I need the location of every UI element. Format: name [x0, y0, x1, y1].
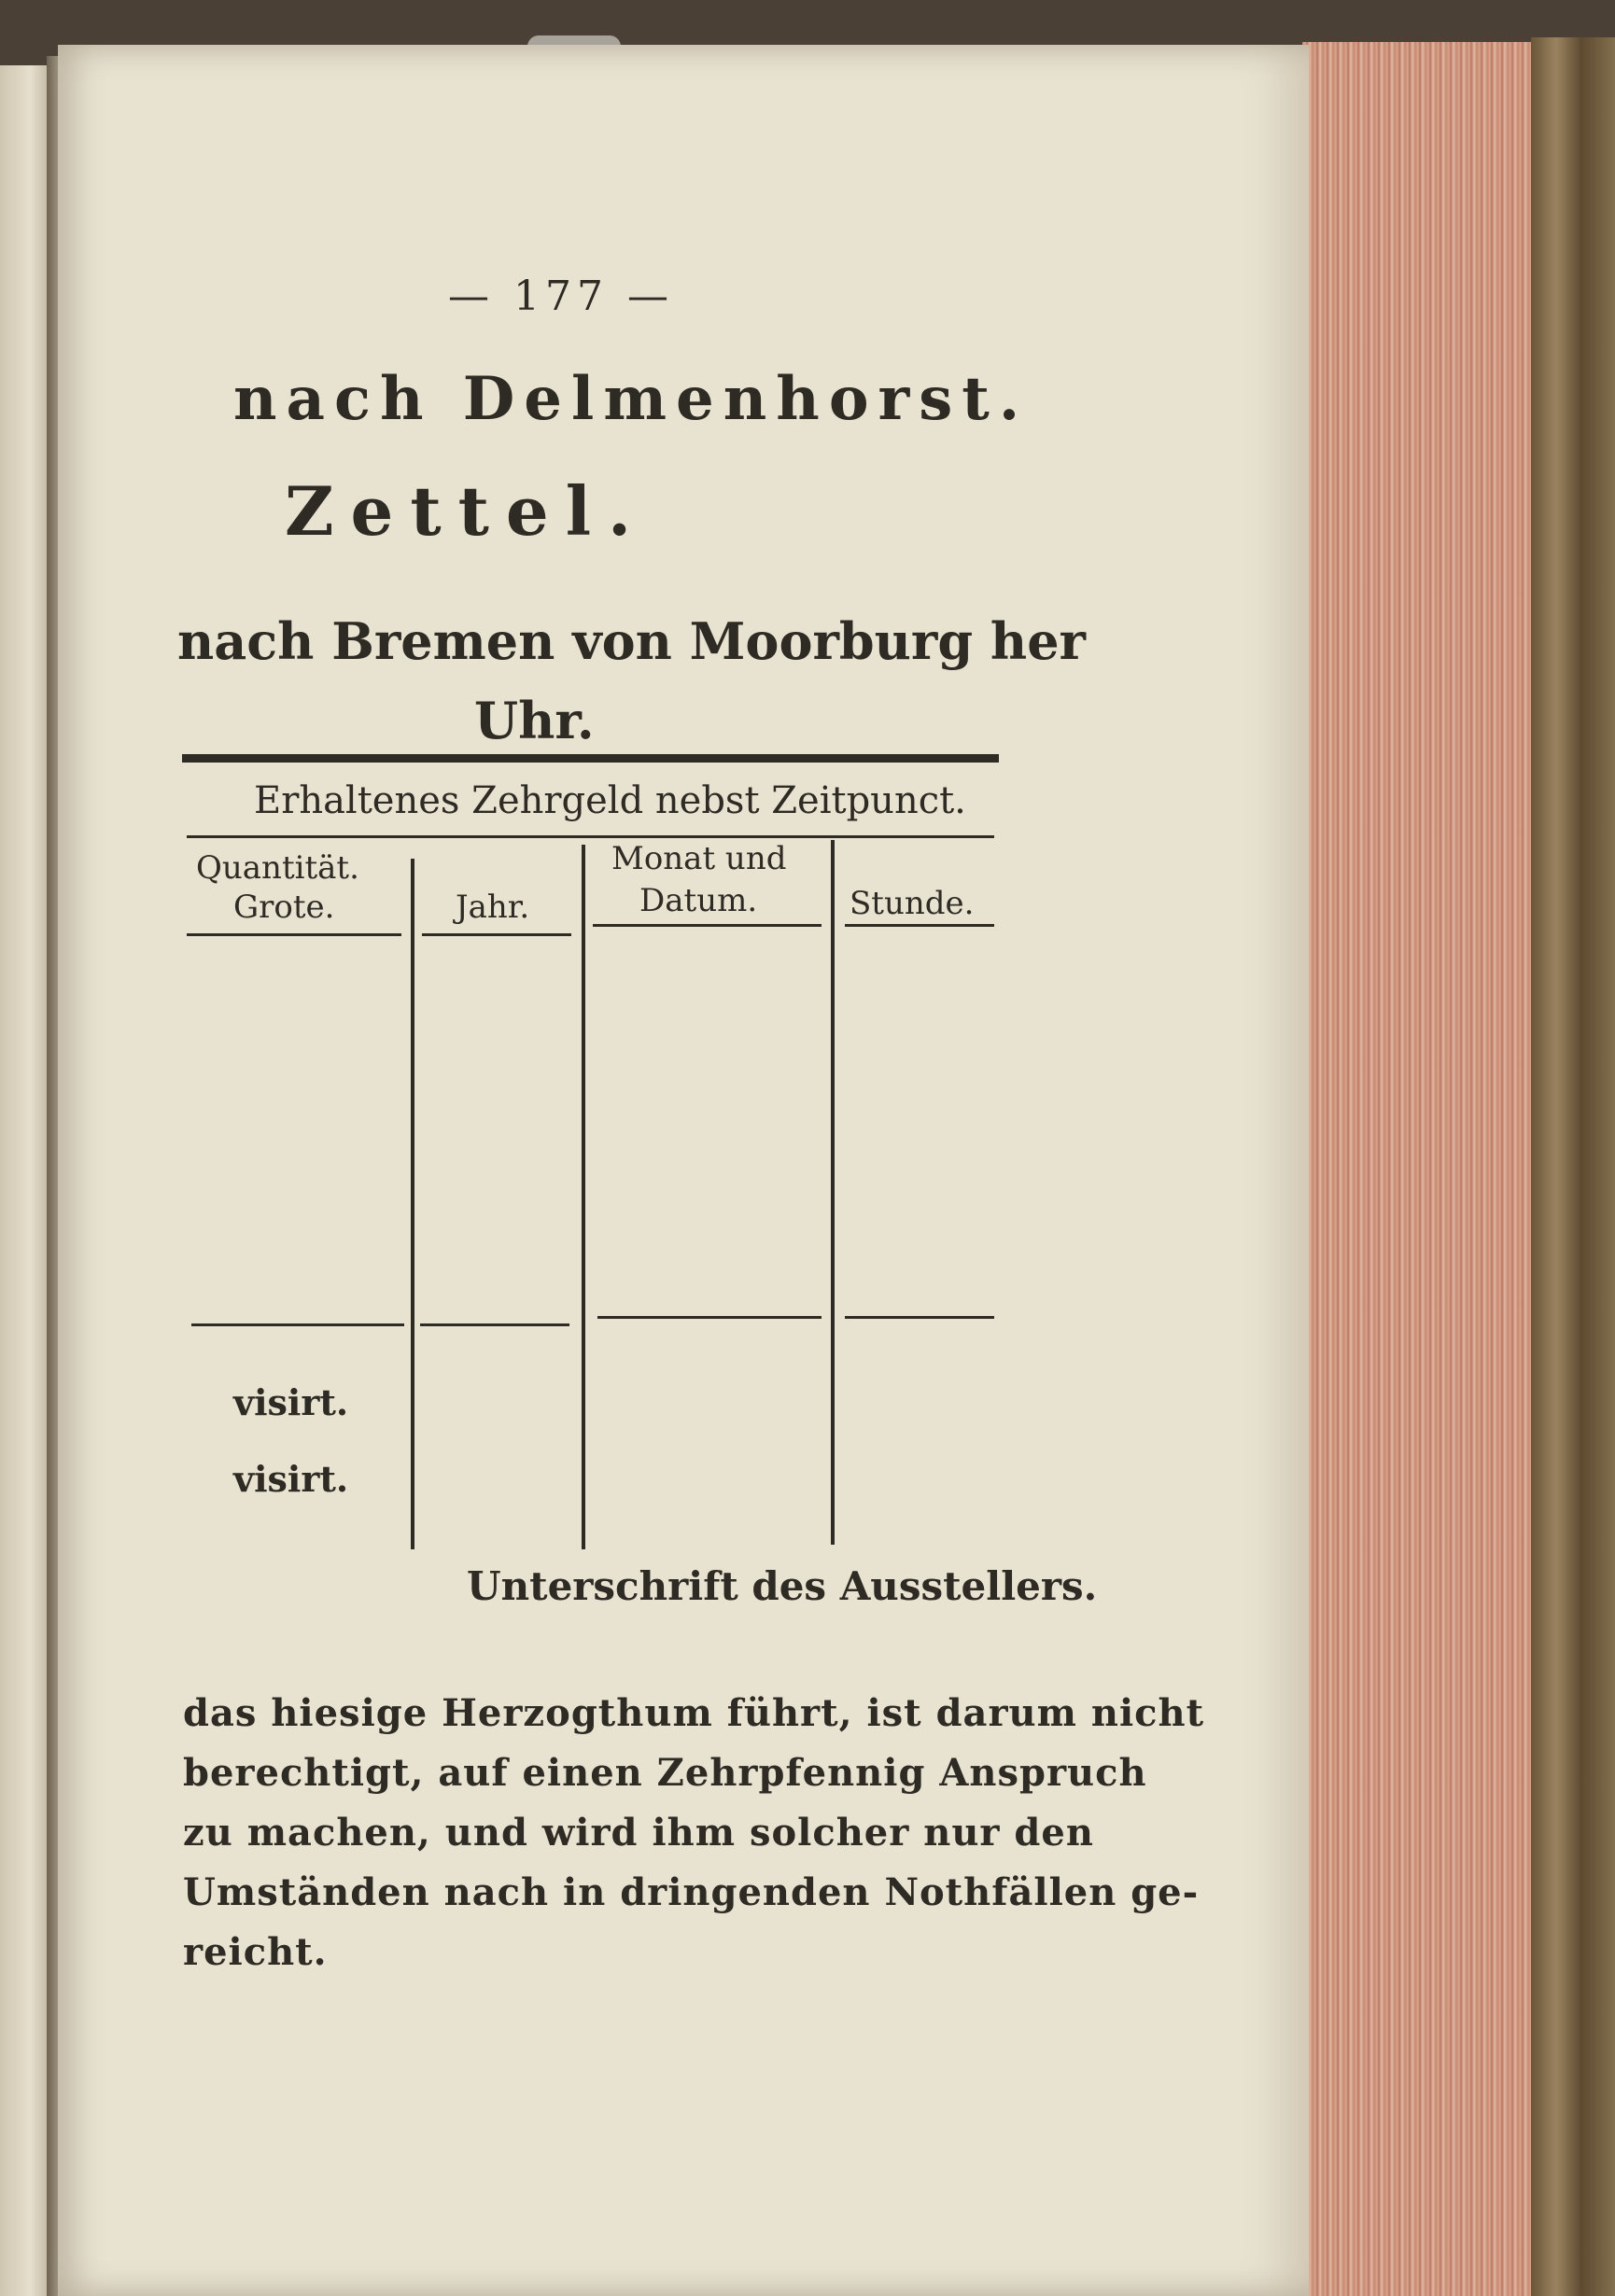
- header-rule-quantity: [187, 933, 401, 936]
- paragraph-line-4: Umständen nach in dringenden Nothfällen ge-: [183, 1870, 1200, 1914]
- header-date: Datum.: [639, 882, 758, 919]
- time-line: Uhr.: [474, 691, 595, 750]
- signature-line: Unterschrift des Ausstellers.: [467, 1563, 1098, 1609]
- paragraph-line-3: zu machen, und wird ihm solcher nur den: [183, 1811, 1094, 1855]
- row-label-visirt-2: visirt.: [233, 1458, 349, 1500]
- page-number: — 177 —: [448, 273, 674, 320]
- body-rule-quantity: [191, 1323, 404, 1326]
- table-caption: Erhaltenes Zehrgeld nebst Zeitpunct.: [254, 779, 966, 822]
- header-rule-year: [422, 933, 571, 936]
- heavy-rule: [182, 754, 999, 763]
- header-quantity: Quantität.: [196, 849, 359, 887]
- header-rule-hour: [845, 924, 994, 927]
- book-cover-edge: [1531, 37, 1615, 2296]
- destination-heading: nach Delmenhorst.: [233, 364, 1030, 434]
- left-page-edge: [0, 65, 51, 2296]
- page-edges: [1302, 42, 1540, 2296]
- body-rule-hour: [845, 1316, 994, 1319]
- paragraph-line-5: reicht.: [183, 1930, 328, 1974]
- row-label-visirt-1: visirt.: [233, 1381, 349, 1423]
- body-rule-month: [597, 1316, 822, 1319]
- caption-underline: [187, 835, 994, 838]
- column-divider-2: [582, 845, 585, 1549]
- header-year: Jahr.: [456, 889, 530, 926]
- column-divider-3: [831, 840, 835, 1545]
- paragraph-line-2: berechtigt, auf einen Zehrpfennig Anspruch: [183, 1751, 1147, 1795]
- route-line: nach Bremen von Moorburg her: [177, 611, 1087, 671]
- form-title: Zettel.: [285, 471, 649, 551]
- header-rule-month: [593, 924, 822, 927]
- header-hour: Stunde.: [850, 885, 975, 922]
- header-grote: Grote.: [233, 889, 335, 926]
- header-month: Monat und: [611, 840, 787, 877]
- column-divider-1: [411, 859, 414, 1549]
- body-rule-year: [420, 1323, 569, 1326]
- paragraph-line-1: das hiesige Herzogthum führt, ist darum nicht: [183, 1691, 1205, 1735]
